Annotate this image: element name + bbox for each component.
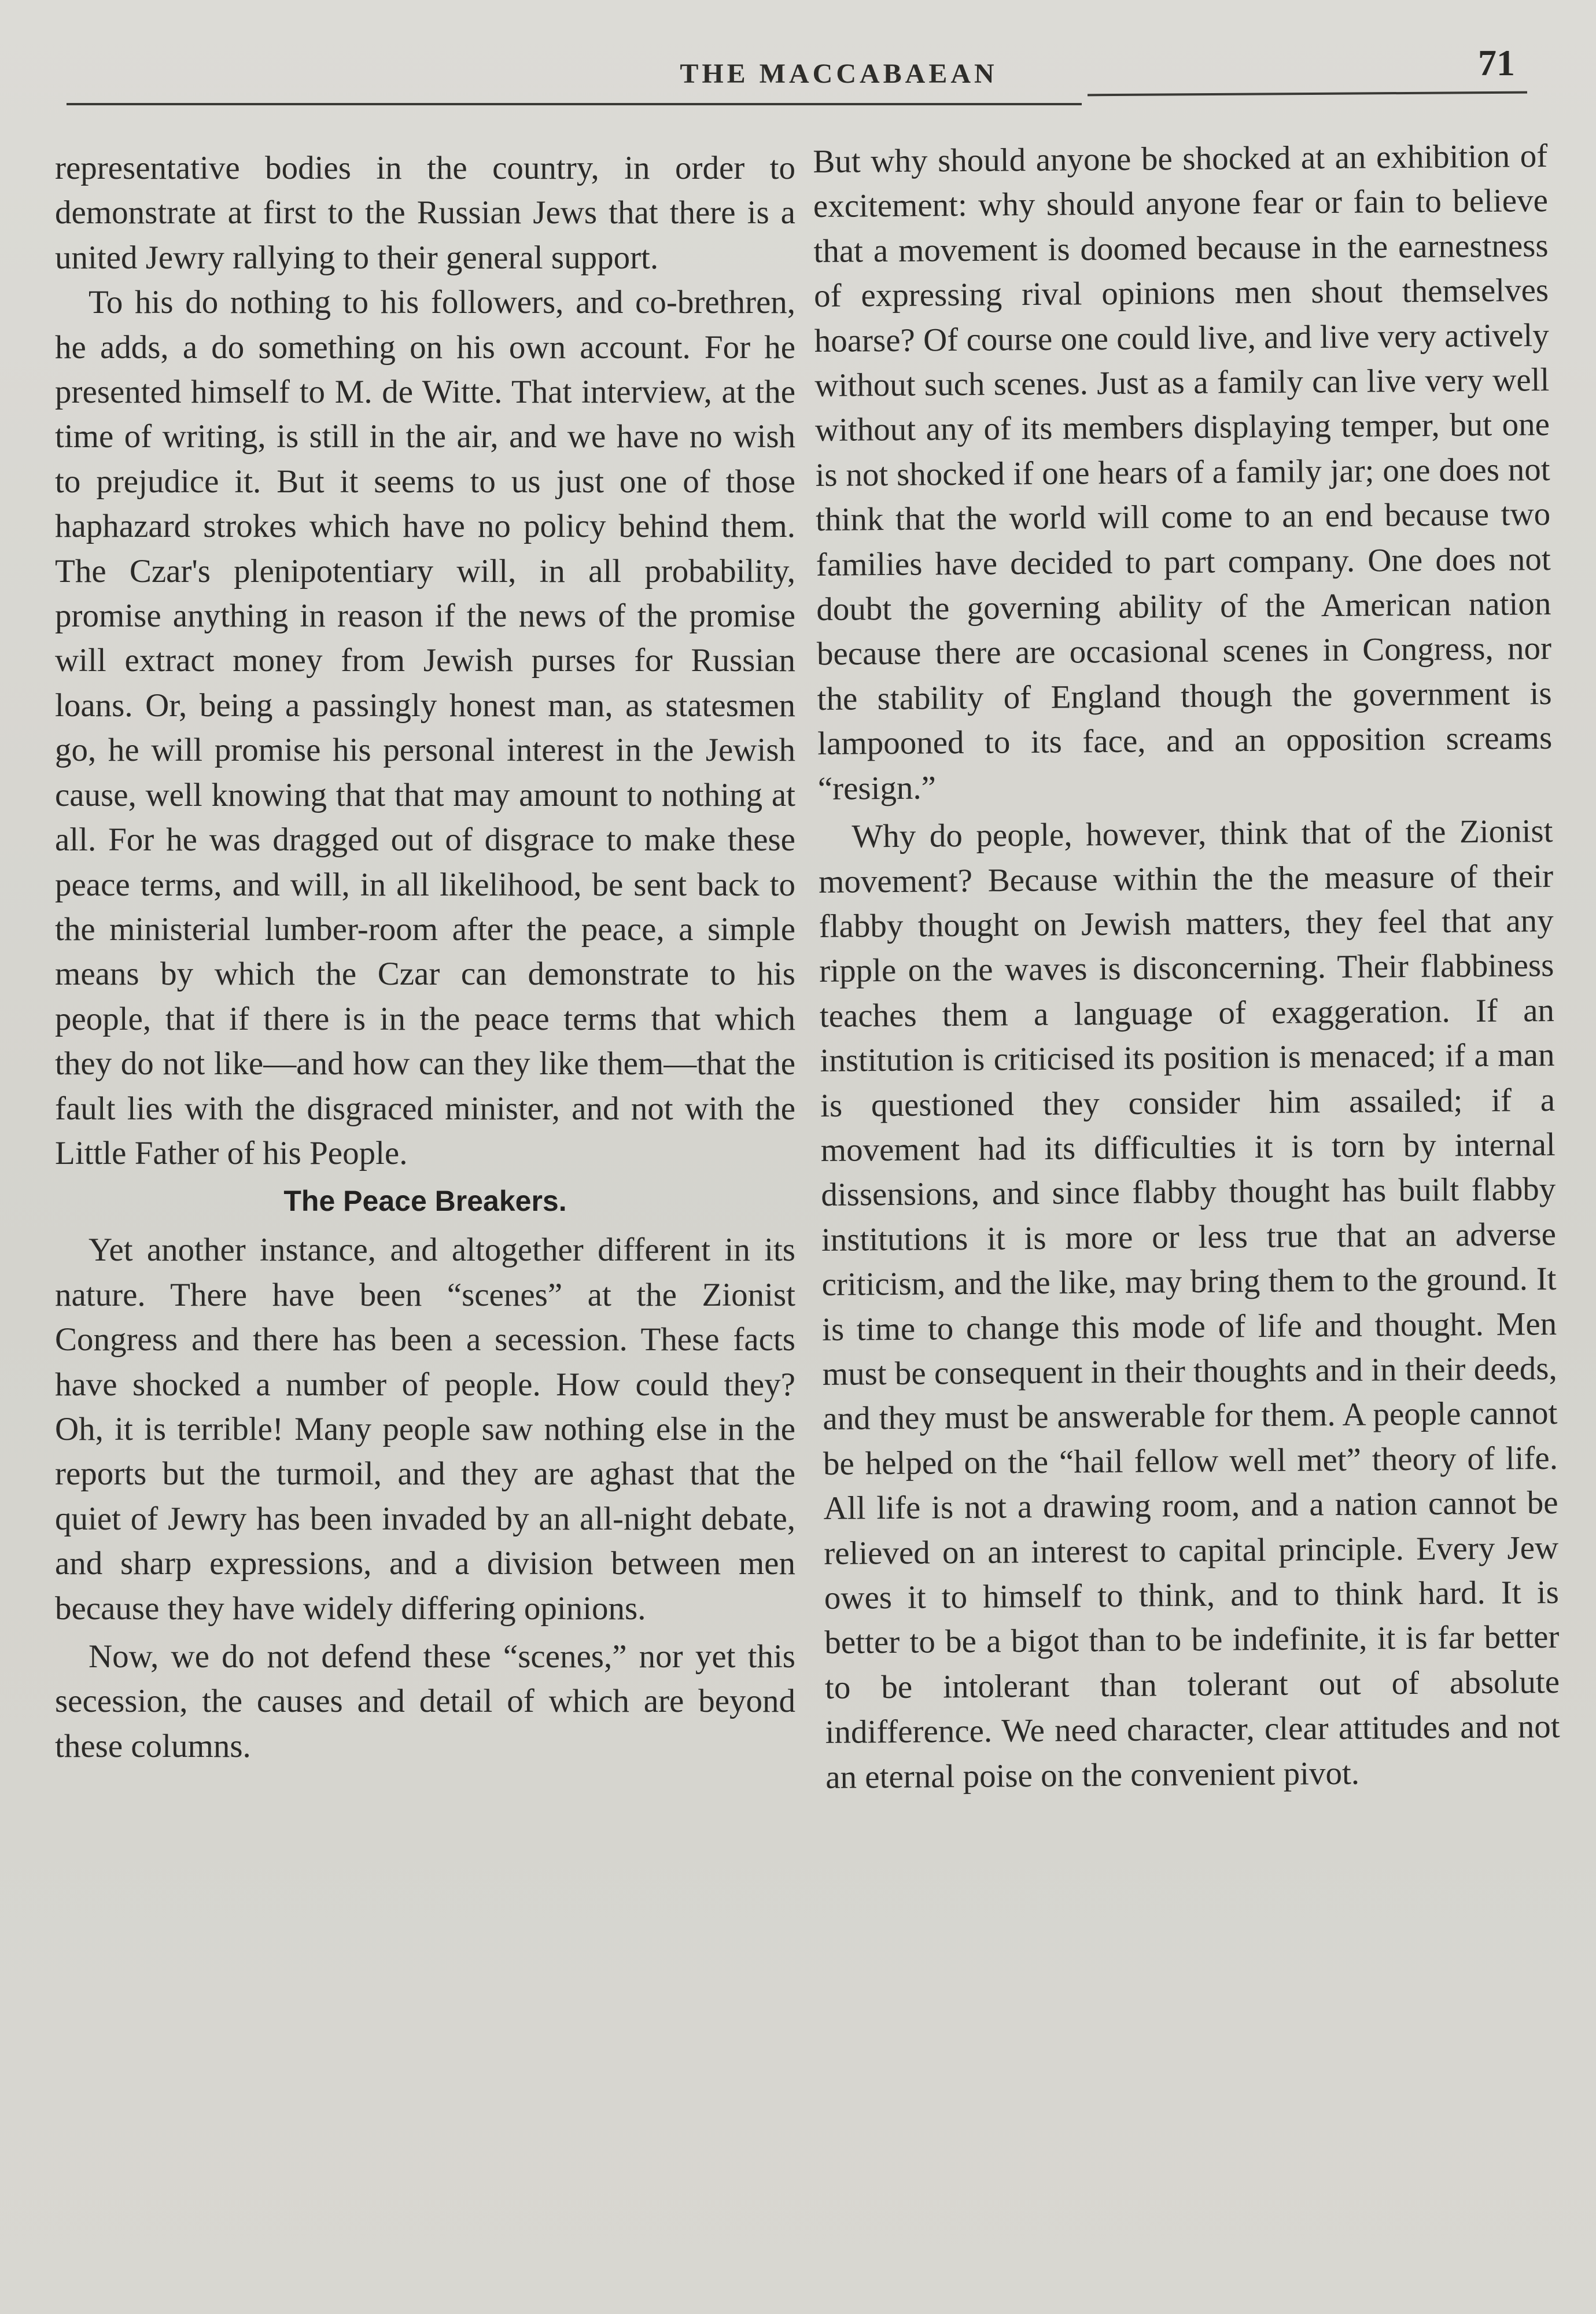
right-paragraph-2: Why do people, however, think that of the Zionist movement? Because within the the measure of their flabby thought on Jewish matters, they feel that any ripple on the waves is disconcerning. Their flabbiness teaches them a language of exaggeration. If an institution is criticised its position is menaced; if a man is questioned they consider him assailed; if a movement had its difficulties it is torn by internal dissensions, and since flabby thought has built flabby institutions it is more or less true that an adverse criticism, and the like, may bring them to the ground. It is time to change this mode of life and thought. Men must be consequent in their thoughts and in their deeds, and they must be answerable for them. A people cannot be helped on the “hail fellow well met” theory of life. All life is not a drawing room, and a nation cannot be relieved on an interest to capital principle. Every Jew owes it to himself to think, and to think hard. It is better to be a bigot than to be indefinite, it is far better to be intolerant than tolerant out of absolute indifference. We need character, clear attitudes and not an eternal poise on the convenient pivot. [818,813,1560,1796]
running-head-title: THE MACCABAEAN [680,58,998,89]
left-paragraph-3: Yet another instance, and altogether different in its nature. There have been “scenes” at the Zionist Congress and there has been a secession. These facts have shocked a number of people. How could they? Oh, it is terrible! Many people saw nothing else in the reports but the turmoil, and they are aghast that the quiet of Jewry has been invaded by an all-night debate, and sharp expressions, and a division between men because they have widely differing opinions. [55,1232,795,1627]
right-paragraph-1: But why should anyone be shocked at an exhibition of excitement: why should anyone fear or fain to believe that a movement is doomed because in the earnestness of expressing rival opinions men shout themselves hoarse? Of course one could live, and live very actively without such scenes. Just as a family can live very well without any of its members displaying temper, but one is not shocked if one hears of a family jar; one does not think that the world will come to an end because two families have decided to part company. One does not doubt the governing ability of the American nation because there are occasional scenes in Congress, nor the stability of England though the government is lampooned to its face, and an opposition screams “resign.” [813,138,1553,807]
page-number: 71 [1478,42,1515,83]
section-heading: The Peace Breakers. [283,1185,567,1218]
header-rule-right [1088,91,1527,97]
header-rule-left [67,103,1082,105]
left-paragraph-1: representative bodies in the country, in order to demonstrate at first to the Russian Jews that there is a united Jewry rallying to their general support. [55,150,795,276]
right-column [813,134,1561,1800]
left-paragraph-2: To his do nothing to his followers, and co-brethren, he adds, a do something on his own account. For he presented himself to M. de Witte. That interview, at the time of writing, is still in the air, and we have no wish to prejudice it. But it seems to us just one of those haphazard strokes which have no policy behind them. The Czar's plenipotentiary will, in all probability, promise anything in reason if the news of the promise will extract money from Jewish purses for Russian loans. Or, being a passingly honest man, as statesmen go, he will promise his personal interest in the Jewish cause, well knowing that that may amount to nothing at all. For he was dragged out of disgrace to make these peace terms, and will, in all likelihood, be sent back to the ministerial lumber-room after the peace, a simple means by which the Czar can demonstrate to his people, that if there is in the peace terms that which they do not like—and how can they like them—that the fault lies with the disgraced minister, and not with the Little Father of his People. [55,284,795,1171]
left-column [55,146,795,1768]
left-paragraph-4: Now, we do not defend these “scenes,” nor yet this secession, the causes and detail of which are beyond these columns. [55,1638,795,1764]
